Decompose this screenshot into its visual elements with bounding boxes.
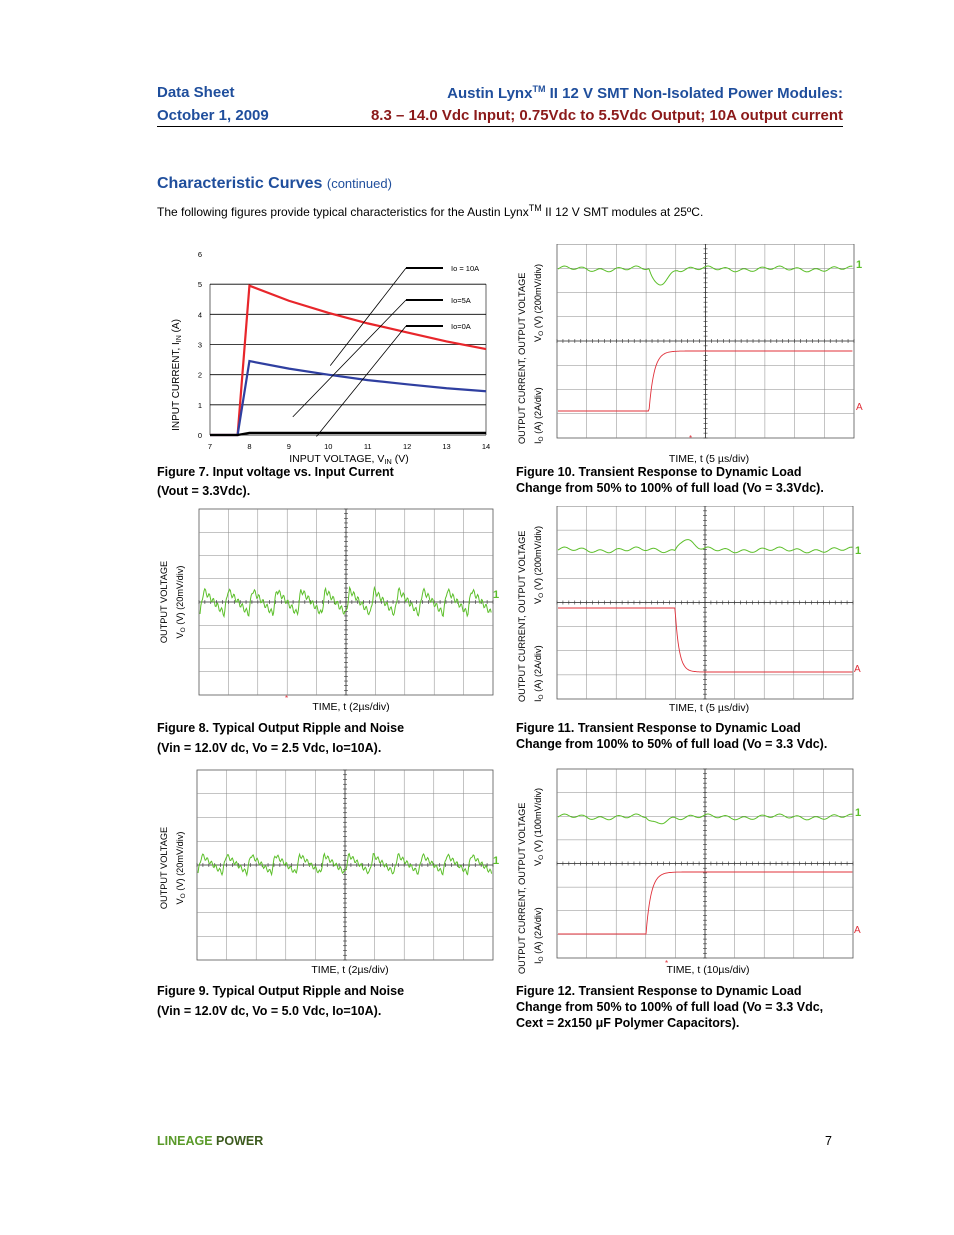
figure-12-marker-a: A — [854, 925, 861, 936]
figure-11-ylabel: OUTPUT CURRENT, OUTPUT VOLTAGE — [517, 530, 527, 702]
legend-label: Io = 10A — [451, 264, 480, 273]
y-tick-label: 0 — [197, 431, 202, 440]
y-tick-label: 6 — [197, 250, 202, 259]
figure-10-caption: Figure 10. Transient Response to Dynamic Load Change from 50% to 100% of full load (Vo = 3.3Vdc). — [516, 465, 824, 495]
figure-9-ylabel-v: $V_O$ (V) (20mV/div) — [175, 831, 187, 905]
figure-11-marker-a: A — [854, 664, 861, 675]
footer-brand: LINEAGE POWER — [157, 1134, 264, 1148]
section-title: Characteristic Curves (continued) — [157, 175, 392, 192]
figure-8-ylabel-v: $V_O$ (V) (20mV/div) — [175, 565, 187, 639]
figure-11-caption: Figure 11. Transient Response to Dynamic Load Change from 100% to 50% of full load (Vo = 3.3 Vdc). — [516, 721, 828, 751]
header-product-title: Austin Lynx™ II 12 V SMT Non-Isolated Power Modules: — [447, 84, 843, 102]
figure-9-scope — [155, 768, 500, 980]
x-tick-label: 12 — [402, 442, 412, 451]
figure-12-ylabel-v: $V_O$ (V) (100mV/div) — [533, 787, 545, 866]
figure-10-ylabel-v: $V_O$ (V) (200mV/div) — [533, 263, 545, 342]
y-tick-label: 3 — [197, 340, 202, 350]
figure-10-marker-a: A — [856, 402, 863, 413]
y-tick-label: 2 — [197, 370, 202, 380]
figure-12-ylabel: OUTPUT CURRENT, OUTPUT VOLTAGE — [517, 802, 527, 974]
x-tick-label: 14 — [481, 442, 491, 451]
figure-7-caption: Figure 7. Input voltage vs. Input Current (Vout = 3.3Vdc). — [157, 465, 394, 498]
figure-8-scope — [155, 507, 500, 717]
figure-9-marker-1: 1 — [493, 855, 500, 867]
header-product-spec: 8.3 – 14.0 Vdc Input; 0.75Vdc to 5.5Vdc Output; 10A output current — [370, 107, 843, 124]
figure-8-marker-1: 1 — [493, 589, 500, 601]
page-number: 7 — [825, 1134, 832, 1148]
legend-leader — [316, 326, 406, 437]
figure-9-caption: Figure 9. Typical Output Ripple and Noise (Vin = 12.0V dc, Vo = 5.0 Vdc, Io=10A). — [157, 984, 405, 1018]
figure-10-scope — [515, 244, 865, 470]
legend-label: Io=5A — [451, 296, 471, 305]
section-intro: The following figures provide typical characteristics for the Austin Lynx™ II 12 V SMT modules at 25ºC. — [157, 203, 704, 219]
x-tick-label: 8 — [247, 442, 252, 451]
figure-12-ylabel-i: $I_O$ (A) (2A/div) — [533, 907, 545, 964]
x-tick-label: 11 — [363, 442, 372, 451]
header-rule — [157, 126, 843, 127]
figure-12-trigger-icon: * — [665, 959, 669, 968]
header-doc-type: Data Sheet — [157, 84, 235, 101]
x-tick-label: 13 — [442, 442, 451, 451]
figure-11-xlabel: TIME, t (5 µs/div) — [668, 702, 750, 714]
figure-8-trigger-icon: * — [285, 694, 289, 703]
legend-label: Io=0A — [451, 322, 471, 331]
figure-7-chart — [157, 244, 497, 466]
figure-8-ylabel: OUTPUT VOLTAGE — [159, 560, 169, 644]
figure-8-xlabel: TIME, t (2µs/div) — [312, 701, 390, 713]
figure-12-marker-1: 1 — [855, 807, 862, 819]
figure-10-ylabel: OUTPUT CURRENT, OUTPUT VOLTAGE — [517, 272, 527, 444]
figure-10-trigger-icon: * — [689, 434, 693, 443]
figure-12-caption: Figure 12. Transient Response to Dynamic Load Change from 50% to 100% of full load (Vo = 3.3 Vdc, Cext = 2x150 μF Polymer Capacitors). — [516, 984, 824, 1030]
figure-11-ylabel-i: $I_O$ (A) (2A/div) — [533, 645, 545, 702]
figure-9-ylabel: OUTPUT VOLTAGE — [159, 826, 169, 910]
figure-7-xlabel: INPUT VOLTAGE, VIN (V) — [289, 453, 409, 466]
x-tick-label: 7 — [207, 442, 213, 451]
figure-10-marker-1: 1 — [856, 259, 863, 271]
x-tick-label: 10 — [324, 442, 333, 451]
figure-12-xlabel: TIME, t (10µs/div) — [666, 964, 750, 976]
figure-11-marker-1: 1 — [855, 545, 862, 557]
y-tick-label: 1 — [197, 400, 202, 410]
figure-11-ylabel-v: $V_O$ (V) (200mV/div) — [533, 525, 545, 604]
figure-10-xlabel: TIME, t (5 µs/div) — [668, 453, 750, 465]
figure-10-ylabel-i: $I_O$ (A) (2A/div) — [533, 387, 545, 444]
x-tick-label: 9 — [286, 442, 291, 451]
figure-11-scope — [515, 506, 865, 716]
header-date: October 1, 2009 — [157, 107, 269, 124]
y-tick-label: 4 — [197, 310, 202, 320]
y-tick-label: 5 — [197, 280, 202, 290]
figure-7-ylabel: INPUT CURRENT, $I_{IN}$ (A) — [171, 319, 183, 431]
figure-9-xlabel: TIME, t (2µs/div) — [311, 964, 389, 976]
figure-12-scope — [515, 768, 865, 980]
figure-8-caption: Figure 8. Typical Output Ripple and Noise (Vin = 12.0V dc, Vo = 2.5 Vdc, Io=10A). — [157, 721, 405, 755]
